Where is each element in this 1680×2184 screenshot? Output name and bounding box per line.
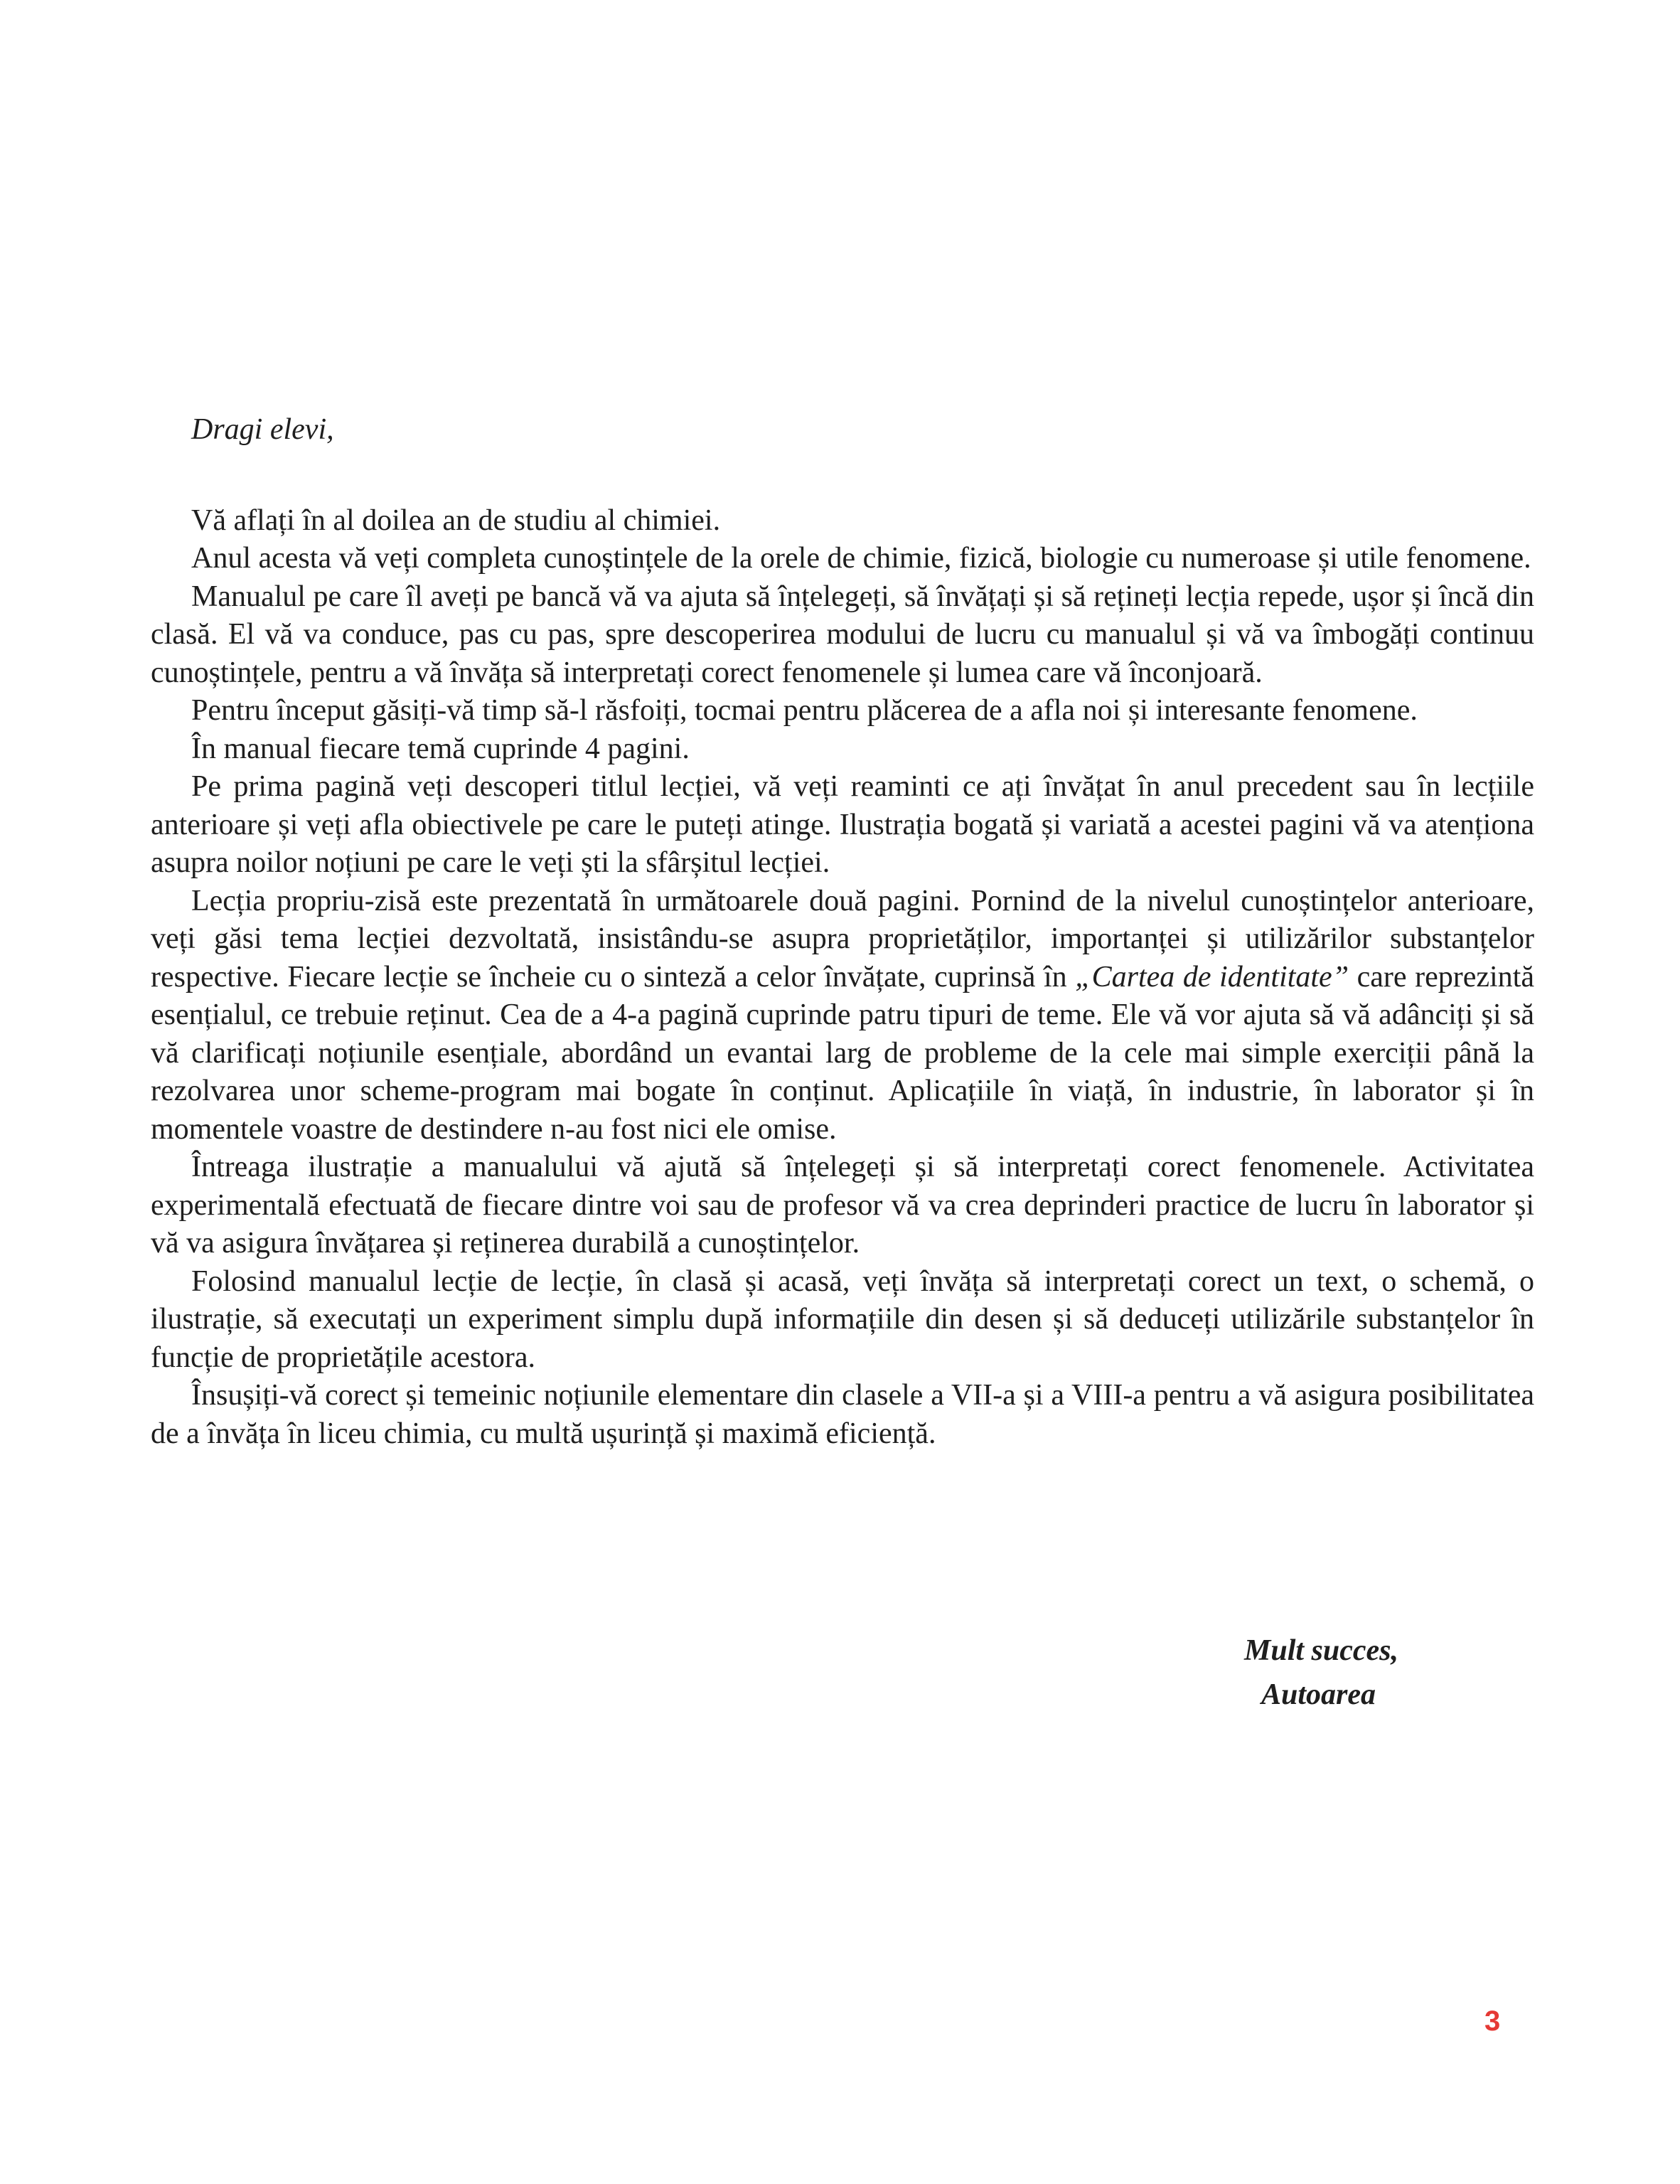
book-reference: „Cartea de identitate” bbox=[1075, 960, 1349, 994]
salutation: Dragi elevi, bbox=[191, 413, 334, 446]
paragraph-8: Întreaga ilustrație a manualului vă ajută să înțelegeți și să interpretați corect fenomenele. Activitatea experimentală efectuată de fiecare dintre voi sau de profesor vă va crea deprinderi practice de lucru în laborator și vă va asigura învățarea și reținerea durabilă a cunoștințelor. bbox=[151, 1151, 1534, 1259]
paragraph-7-start: Lecția propriu-zisă este prezentată în următoarele două pagini. Pornind de la nivelul cunoștințelor anterioare, veți găsi tema lecției dezvoltată, insistându-se asupra proprietăților, importanței și utilizărilor substanțelor respective. Fiecare lecție se încheie cu o sinteză a celor învățate, cuprinsă în bbox=[151, 884, 1534, 994]
paragraph-9: Folosind manualul lecție de lecție, în clasă și acasă, veți învăța să interpretați corect un text, o schemă, o ilustrație, să executați un experiment simplu după informațiile din desen și să deduceți utilizările substanțelor în funcție de proprietățile acestora. bbox=[151, 1264, 1534, 1374]
paragraph-10: Însușiți-vă corect și temeinic noțiunile elementare din clasele a VII-a și a VIII-a pentru a vă asigura posibilitatea de a învăța în liceu chimia, cu multă ușurință și maximă eficiență. bbox=[151, 1379, 1534, 1450]
closing-block bbox=[1244, 1629, 1398, 1717]
paragraph-1: Vă aflați în al doilea an de studiu al chimiei. bbox=[191, 504, 721, 537]
paragraph-4: Pentru început găsiți-vă timp să-l răsfoiți, tocmai pentru plăcerea de a afla noi și interesante fenomene. bbox=[191, 694, 1418, 727]
paragraph-7-end: care reprezintă esențialul, ce trebuie reținut. Cea de a 4-a pagină cuprinde patru tipuri de teme. Ele vă vor ajuta să vă adânciți și să vă clarificați noțiunile esențiale, abordând un evantai larg de probleme de la cele mai simple exerciții până la rezolvarea unor scheme-program mai bogate în conținut. Aplicațiile în viață, în industrie, în laborator și în momentele voastre de destindere n-au fost nici ele omise. bbox=[151, 960, 1534, 1146]
paragraph-3: Manualul pe care îl aveți pe bancă vă va ajuta să înțelegeți, să învățați și să rețineți lecția repede, ușor și încă din clasă. El vă va conduce, pas cu pas, spre descoperirea modului de lucru cu manualul și vă va îmbogăți continuu cunoștințele, pentru a vă învăța să interpretați corect fenomenele și lumea care vă înconjoară. bbox=[151, 580, 1534, 689]
page-number: 3 bbox=[1484, 2005, 1501, 2037]
paragraph-5: În manual fiecare temă cuprinde 4 pagini. bbox=[191, 732, 690, 765]
paragraph-6: Pe prima pagină veți descoperi titlul lecției, vă veți reaminti ce ați învățat în anul precedent sau în lecțiile anterioare și veți afla obiectivele pe care le puteți atinge. Ilustrația bogată și variată a acestei pagini vă va atenționa asupra noilor noțiuni pe care le veți ști la sfârșitul lecției. bbox=[151, 770, 1534, 879]
paragraph-2: Anul acesta vă veți completa cunoștințele de la orele de chimie, fizică, biologie cu numeroase și utile fenomene. bbox=[191, 542, 1531, 575]
closing-greeting: Mult succes, bbox=[1244, 1634, 1399, 1667]
paragraph-7 bbox=[151, 883, 1534, 1149]
letter-body bbox=[151, 411, 1534, 1453]
author-signature: Autoarea bbox=[1261, 1678, 1376, 1711]
